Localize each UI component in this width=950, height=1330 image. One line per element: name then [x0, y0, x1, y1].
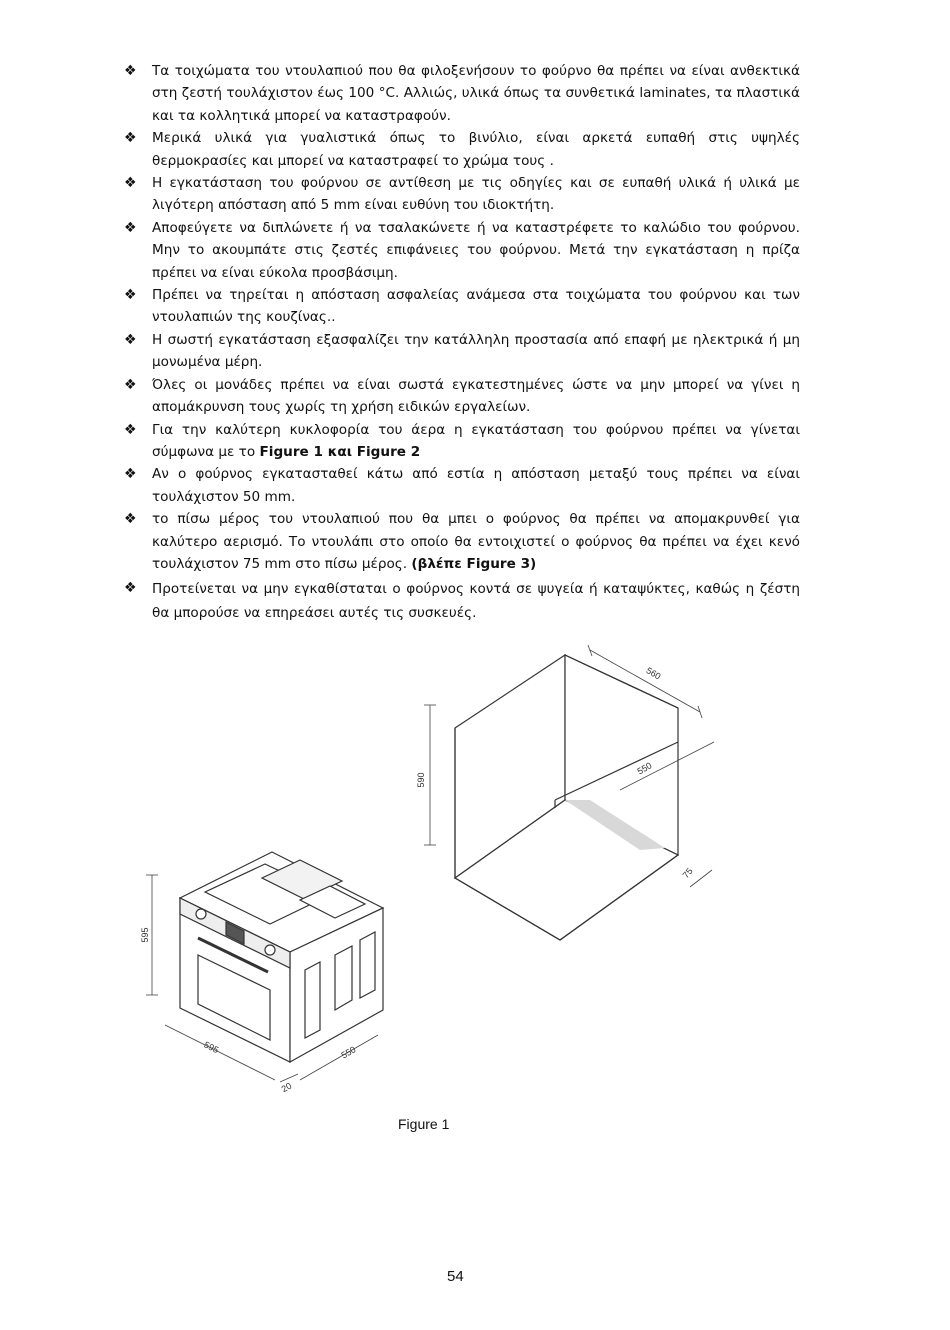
bullet-text: το πίσω μέρος του ντουλαπιού που θα μπει ο φούρνος θα πρέπει να απομακρυνθεί για καλύτερο αερισμό. Το ντουλάπι στο οποίο θα εντοιχιστεί ο φούρνος θα πρέπει να έχει κενό τουλάχιστον 75 mm στο πίσω μέρος.: [152, 511, 800, 572]
oven-depth-label: 550: [339, 1044, 358, 1061]
oven-front-label: 20: [279, 1080, 294, 1095]
bullet-text: Για την καλύτερη κυκλοφορία του άερα η εγκατάσταση του φούρνου πρέπει να γίνεται σύμφωνα με το: [152, 421, 800, 460]
oven-height-label: 595: [140, 927, 150, 943]
bullet-diamond-icon: ❖: [124, 175, 137, 192]
cabinet-drawing: [455, 655, 678, 940]
bullet-diamond-icon: ❖: [124, 130, 137, 147]
oven-drawing: [180, 852, 383, 1062]
bullet-text: Όλες οι μονάδες πρέπει να είναι σωστά εγκατεστημένες ώστε να μην μπορεί να γίνει η απομάκρυνση τους χωρίς τη χρήση ειδικών εργαλείων.: [152, 376, 800, 416]
bullet-text: Τα τοιχώματα του ντουλαπιού που θα φιλοξενήσουν το φούρνο θα πρέπει να είναι ανθεκτικά στη ζεστή τουλάχιστον έως 100 °C. Αλλιώς, υλικά όπως τα συνθετικά laminates, τα πλαστικά και τα κολλητικά μπορεί να καταστραφούν.: [152, 63, 800, 124]
bullet-diamond-icon: ❖: [124, 63, 137, 79]
oven-width-label: 595: [202, 1039, 221, 1056]
cabinet-gap-label: 75: [680, 866, 695, 881]
bullet-text: Αποφεύγετε να διπλώνετε ή να τσαλακώνετε ή να καταστρέφετε το καλώδιο του φούρνου. Μην το ακουμπάτε στις ζεστές επιφάνειες του φούρνου. Μετά την εγκατάσταση η πρίζα πρέπει να είναι εύκολα προσβάσιμη.: [152, 219, 800, 281]
bullet-diamond-icon: ❖: [124, 287, 137, 304]
bullet-diamond-icon: ❖: [124, 511, 137, 528]
bullet-text: Μερικά υλικά για γυαλιστικά όπως το βινύλιο, είναι αρκετά ευπαθή στις υψηλές θερμοκρασίες και μπορεί να καταστραφεί το χρώμα τους .: [152, 130, 800, 169]
page-number: 54: [447, 1268, 464, 1285]
bullet-text: Πρέπει να τηρείται η απόσταση ασφαλείας ανάμεσα στα τοιχώματα του φούρνου και των ντουλαπιών της κουζίνας..: [152, 287, 800, 326]
cabinet-depth-label: 550: [635, 760, 654, 777]
bullet-diamond-icon: ❖: [124, 219, 137, 236]
bullet-diamond-icon: ❖: [124, 331, 137, 348]
bullet-text: Η εγκατάσταση του φούρνου σε αντίθεση με τις οδηγίες και σε ευπαθή υλικά ή υλικά με λιγότερη απόσταση από 5 mm είναι ευθύνη του ιδιοκτήτη.: [152, 175, 800, 214]
figure-caption: Figure 1: [398, 1116, 450, 1132]
bullet-text: Προτείνεται να μην εγκαθίσταται ο φούρνος κοντά σε ψυγεία ή καταψύκτες, καθώς η ζέστη θα μπορούσε να επηρεάσει αυτές τις συσκευές.: [152, 581, 800, 622]
bullet-text: Αν ο φούρνος εγκατασταθεί κάτω από εστία η απόσταση μεταξύ τους πρέπει να είναι τουλάχιστον 50 mm.: [152, 466, 800, 505]
bullet-diamond-icon: ❖: [124, 376, 137, 393]
bullet-text: Η σωστή εγκατάσταση εξασφαλίζει την κατάλληλη προστασία από επαφή με ηλεκτρικά ή μη μονωμένα μέρη.: [152, 331, 800, 371]
bullet-diamond-icon: ❖: [124, 421, 137, 438]
bullet-bold-reference: (βλέπε Figure 3): [411, 555, 537, 572]
cabinet-height-label: 590: [416, 772, 426, 788]
bullet-diamond-icon: ❖: [124, 466, 137, 483]
cabinet-width-label: 560: [644, 665, 663, 682]
bullet-diamond-icon: ❖: [124, 580, 137, 597]
bullet-bold-reference: Figure 1 και Figure 2: [259, 443, 421, 460]
